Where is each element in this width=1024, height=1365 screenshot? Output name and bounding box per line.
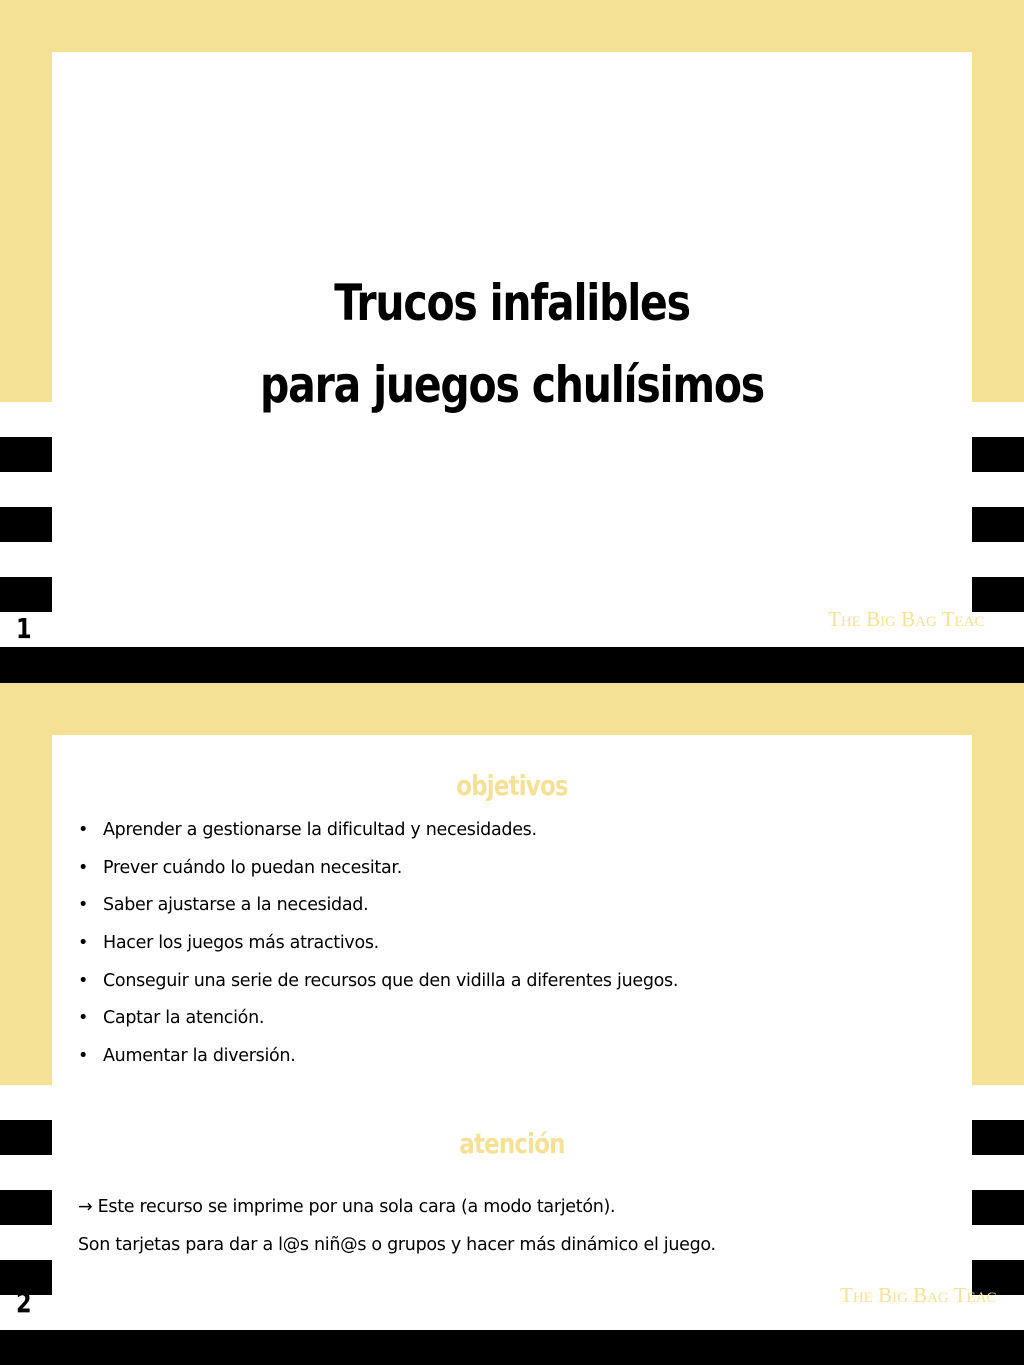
top-border [0, 0, 1024, 52]
bottom-stripe [0, 1330, 1024, 1365]
list-item: • Aprender a gestionarse la dificultad y necesidades. [78, 816, 678, 854]
top-border [0, 683, 1024, 735]
list-item: • Conseguir una serie de recursos que den vidilla a diferentes juegos. [78, 967, 678, 1005]
right-stripe [972, 507, 1024, 542]
brand-watermark: The Big Bag Teac [828, 607, 985, 631]
right-border [972, 0, 1024, 402]
right-stripe [972, 1120, 1024, 1155]
left-stripe [0, 1190, 52, 1225]
right-stripe [972, 1190, 1024, 1225]
left-border [0, 683, 52, 1085]
brand-watermark: The Big Bag Teac [840, 1283, 997, 1307]
title-line-1: Trucos infalibles [334, 274, 690, 332]
left-stripe [0, 577, 52, 612]
right-border [972, 683, 1024, 1085]
objectives-list [78, 816, 678, 1080]
list-item: • Prever cuándo lo puedan necesitar. [78, 854, 678, 892]
left-stripe [0, 437, 52, 472]
slide-2 [0, 683, 1024, 1365]
list-item: • Hacer los juegos más atractivos. [78, 929, 678, 967]
title-line-2: para juegos chulísimos [260, 356, 764, 414]
slide-number: 1 [16, 612, 31, 645]
left-border [0, 0, 52, 402]
list-item: • Aumentar la diversión. [78, 1042, 678, 1080]
slide-number: 2 [16, 1286, 31, 1319]
note-line-1: → Este recurso se imprime por una sola cara (a modo tarjetón). [78, 1197, 616, 1217]
right-stripe [972, 437, 1024, 472]
note-line-2: Son tarjetas para dar a l@s niñ@s o grupos y hacer más dinámico el juego. [78, 1235, 716, 1255]
list-item: • Captar la atención. [78, 1004, 678, 1042]
objectives-heading: objetivos [456, 769, 568, 802]
slide-title [92, 262, 932, 426]
left-stripe [0, 507, 52, 542]
list-item: • Saber ajustarse a la necesidad. [78, 891, 678, 929]
left-stripe [0, 1120, 52, 1155]
bottom-stripe [0, 647, 1024, 683]
attention-heading: atención [459, 1127, 565, 1160]
